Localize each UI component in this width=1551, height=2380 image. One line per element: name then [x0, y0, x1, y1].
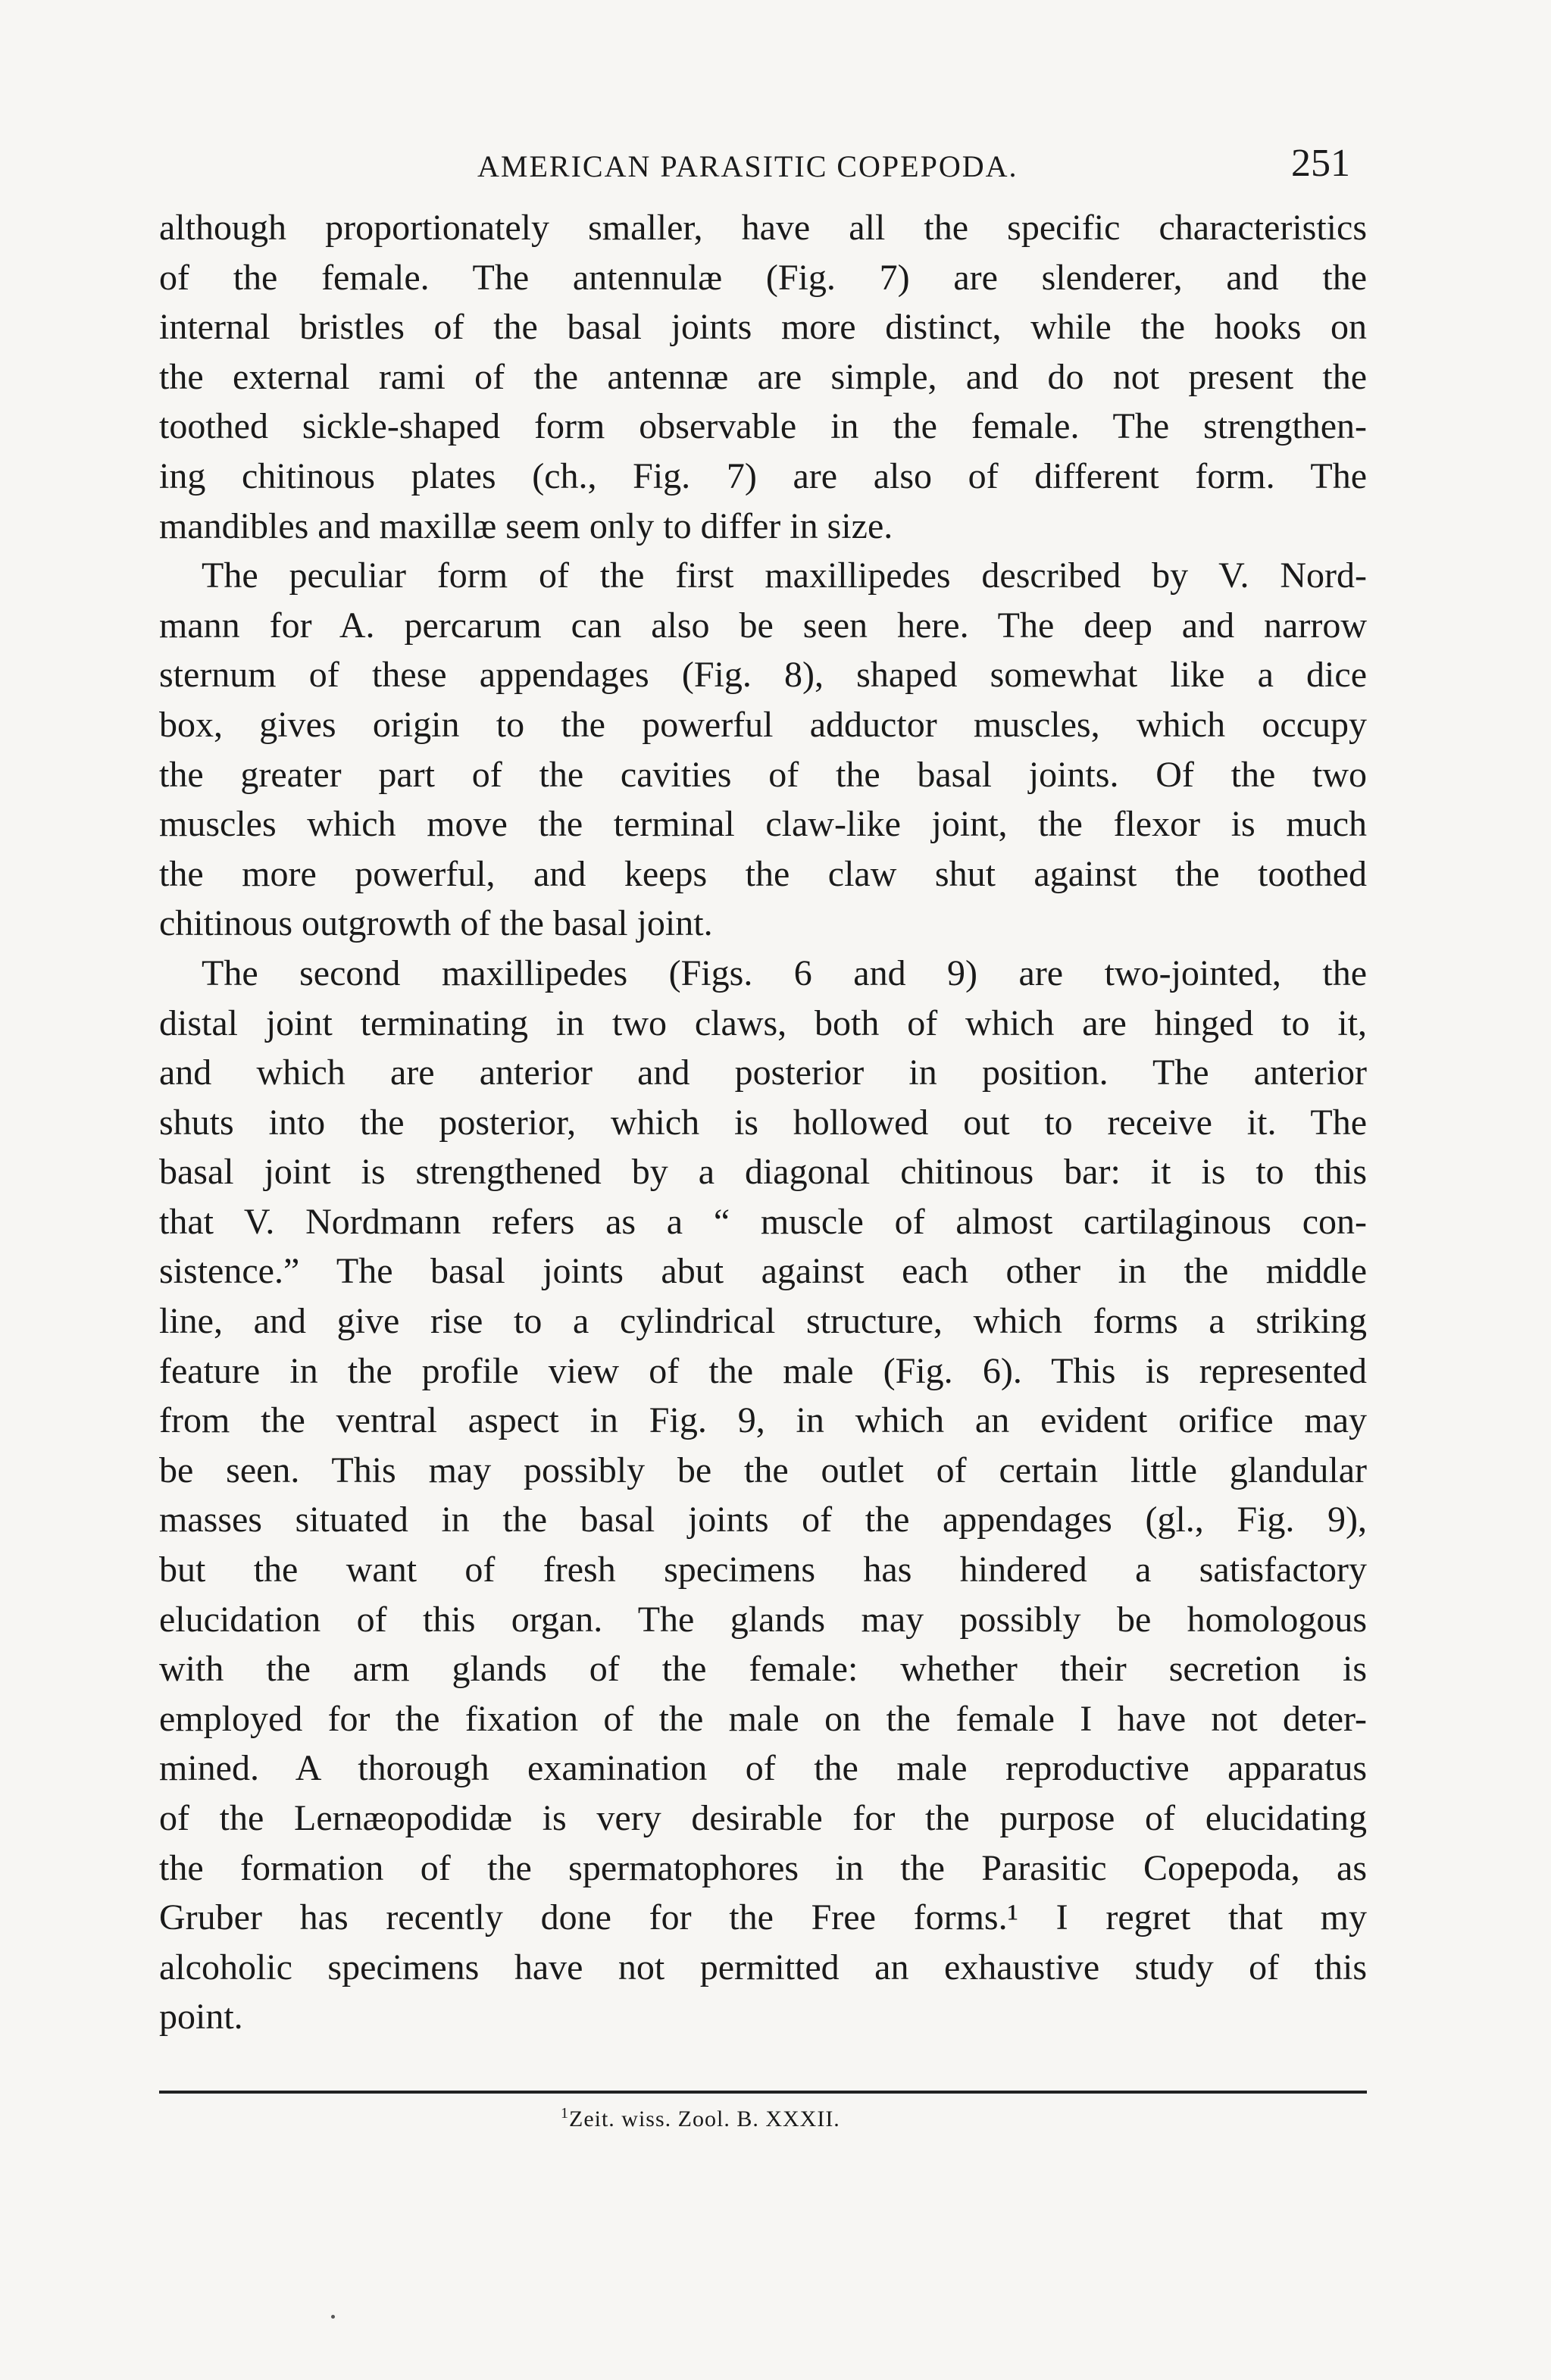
text-line: line, and give rise to a cylindrical structure, which forms a striking: [159, 1301, 1367, 1342]
text-line: mann for A. percarum can also be seen here. The deep and narrow: [159, 605, 1367, 646]
text-line: of the female. The antennulæ (Fig. 7) are slenderer, and the: [159, 257, 1367, 298]
text-line: ing chitinous plates (ch., Fig. 7) are also of different form. The: [159, 455, 1367, 496]
text-line: elucidation of this organ. The glands may possibly be homologous: [159, 1599, 1367, 1640]
text-line: masses situated in the basal joints of the appendages (gl., Fig. 9),: [159, 1500, 1367, 1540]
text-line: The second maxillipedes (Figs. 6 and 9) are two-jointed, the: [202, 952, 1367, 993]
text-line: distal joint terminating in two claws, both of which are hinged to it,: [159, 1002, 1367, 1043]
paragraph-1: [159, 203, 1367, 551]
text-line: toothed sickle-shaped form observable in the female. The strengthen-: [159, 406, 1367, 447]
paragraph-3: [159, 949, 1367, 2042]
text-line: mined. A thorough examination of the male reproductive apparatus: [159, 1748, 1367, 1789]
text-line: feature in the profile view of the male (Fig. 6). This is represented: [159, 1350, 1367, 1391]
footnote-marker: 1: [561, 2105, 569, 2122]
text-line: the external rami of the antennæ are simple, and do not present the: [159, 356, 1367, 397]
text-line: box, gives origin to the powerful adductor muscles, which occupy: [159, 704, 1367, 745]
text-line: the more powerful, and keeps the claw shut against the toothed: [159, 853, 1367, 894]
text-line: although proportionately smaller, have all the specific characteristics: [159, 208, 1367, 248]
footnote: [561, 2105, 1091, 2132]
text-line: employed for the fixation of the male on the female I have not deter-: [159, 1698, 1367, 1739]
text-line: basal joint is strengthened by a diagonal chitinous bar: it is to this: [159, 1152, 1367, 1193]
footnote-text: Zeit. wiss. Zool. B. XXXII.: [569, 2106, 840, 2131]
footnote-divider: [159, 2091, 1367, 2094]
text-line: sternum of these appendages (Fig. 8), shaped somewhat like a dice: [159, 655, 1367, 696]
text-line: point.: [159, 1997, 243, 2038]
running-title: AMERICAN PARASITIC COPEPODA.: [477, 149, 1018, 183]
text-line: the greater part of the cavities of the basal joints. Of the two: [159, 754, 1367, 795]
text-line: muscles which move the terminal claw-like joint, the flexor is much: [159, 804, 1367, 845]
text-line: shuts into the posterior, which is hollowed out to receive it. The: [159, 1102, 1367, 1143]
print-speck: [331, 2315, 335, 2319]
text-line: Gruber has recently done for the Free forms.¹ I regret that my: [159, 1897, 1367, 1938]
text-line: be seen. This may possibly be the outlet of certain little glandular: [159, 1450, 1367, 1490]
text-line: sistence.” The basal joints abut against each other in the middle: [159, 1251, 1367, 1292]
text-line: from the ventral aspect in Fig. 9, in which an evident orifice may: [159, 1400, 1367, 1441]
text-line: mandibles and maxillæ seem only to differ in size.: [159, 505, 893, 546]
text-line: and which are anterior and posterior in position. The anterior: [159, 1052, 1367, 1093]
text-line: The peculiar form of the first maxillipedes described by V. Nord-: [202, 555, 1367, 596]
text-line: of the Lernæopodidæ is very desirable for the purpose of elucidating: [159, 1798, 1367, 1838]
paragraph-2: [159, 551, 1367, 949]
text-line: that V. Nordmann refers as a “ muscle of almost cartilaginous con-: [159, 1201, 1367, 1242]
text-line: alcoholic specimens have not permitted an exhaustive study of this: [159, 1947, 1367, 1988]
text-line: internal bristles of the basal joints more distinct, while the hooks on: [159, 307, 1367, 348]
body-text: [159, 203, 1367, 2042]
text-line: but the want of fresh specimens has hindered a satisfactory: [159, 1550, 1367, 1590]
text-line: with the arm glands of the female: whether their secretion is: [159, 1649, 1367, 1690]
text-line: chitinous outgrowth of the basal joint.: [159, 903, 713, 944]
page-number: 251: [1291, 142, 1350, 185]
text-line: the formation of the spermatophores in the Parasitic Copepoda, as: [159, 1847, 1367, 1888]
